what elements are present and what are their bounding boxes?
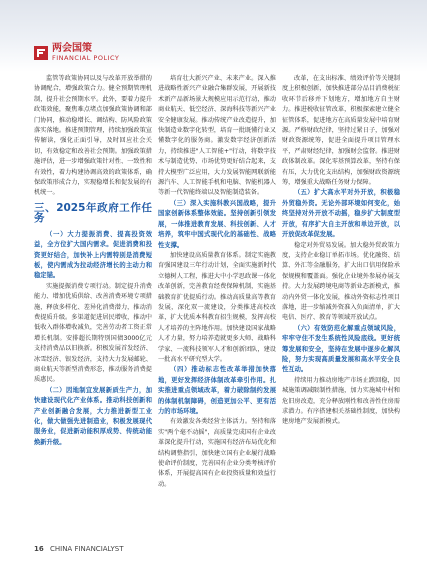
magazine-name: CHINA FINANCIALYST	[49, 545, 124, 553]
paragraph: 培育壮大新兴产业、未来产业。深入推进战略性新兴产业融合集群发展，开展新技术新产品新场景大规模应用示范行动，推动商业航天、低空经济、深海科技等新兴产业安全健康发展。推动传统产业改造提升，加快制造业数字化转型，培育一批既懂行业又懂数字化的服务商。激发数字经济创新活力，持续推进"人工智能+"行动，将数字技术与制造优势、市场优势更好结合起来，支持大模型广泛应用，大力发展智能网联新能源汽车、人工智能手机和电脑、智能机器人等新一代智能终端以及智能制造装备。	[158, 75, 276, 197]
paragraph: 持续用力推动房地产市场止跌回稳，因城施策调减限制性措施，加力实施城中村和危旧房改造，充分释放刚性和改善性住房需求潜力。有序搭建相关基础性制度，加快构建房地产发展新模式。	[282, 376, 400, 426]
paragraph: 稳定对外贸易发展。加大稳外贸政策力度，支持企业稳订单拓市场。优化融资、结算、外汇等金融服务，扩大出口信用保险承保规模和覆盖面。强化企业境外参展办展支持。大力发展跨境电商等新业态新模式，推动内外贸一体化发展，推动外资标志性项目落地，进一步缩减外资准入负面清单，扩大电信、医疗、教育等领域开放试点。	[282, 241, 400, 322]
emphasis-paragraph: （五）扩大高水平对外开放，积极稳外贸稳外资。无论外部环境如何变化，始终坚持对外开放不动摇，稳步扩大制度型开放，有序扩大自主开放和单边开放，以开放促改革促发展。	[282, 189, 400, 239]
brand-title-cn: 两会国策	[52, 43, 92, 54]
column-middle	[158, 74, 276, 534]
paragraph: 监管等政策协同以及与改革开放举措的协调配合，增强政策合力。健全预期管理机制，提升社会预期水平。此外，要着力提升政策效能，聚焦难点堵点加强政策协调和部门协同，推动稳增长、调结构、防风险政策落实落地。推进预期管理，持续加强政策宣传解读，强化正面引导，及时回应社会关切，有效稳定和改善社会预期。加强政策措施评估，进一步增强政策针对性、一致性和有效性，着力构建协调高效的政策体系，确保政策形成合力，实现稳增长和促发展的有机统一。	[34, 75, 152, 197]
paragraph: 加快建设高质量教育体系。制定实施教育强国建设三年行动计划，全面实施新时代立德树人工程，推进大中小学思政课一体化改革创新，完善教育经费保障机制，实施基础教育扩优提质行动。推动高质量高等教育发展，深化双一流建设，分类推进高校改革，扩大优质本科教育招生规模，发挥高校人才培养的主阵地作用。加快建设国家战略人才力量，努力培养造就更多大师、战略科学家、一流科技领军人才和创新团队，建设一批高水平研究型大学。	[158, 251, 276, 363]
page-number: 16	[34, 545, 44, 553]
emphasis-paragraph: （六）有效防范化解重点领域风险，牢牢守住不发生系统性风险底线。更好统筹发展和安全，坚持在发展中逐步化解风险，努力实现高质量发展和高水平安全良性互动。	[282, 324, 400, 374]
section-title: 三、2025年政府工作任务	[34, 201, 152, 225]
brand-title-en: FINANCIAL POLICY	[52, 54, 120, 62]
page-header	[0, 0, 427, 72]
page-footer	[34, 545, 124, 553]
column-right	[282, 74, 400, 534]
emphasis-paragraph: （二）因地制宜发展新质生产力，加快建设现代化产业体系。推动科技创新和产业创新融合发展，大力推进新型工业化，做大做强先进制造业，积极发展现代服务业，促进新动能积厚成势、传统动能焕新升级。	[34, 386, 152, 446]
column-left	[34, 74, 152, 534]
emphasis-paragraph: （一）大力提振消费、提高投资效益，全方位扩大国内需求。促进消费和投资更好结合，加快补上内需特别是消费短板，使内需成为拉动经济增长的主动力和稳定锚。	[34, 230, 152, 280]
paragraph: 实施提振消费专项行动。制定提升消费能力、增加优质供给、改善消费环境专项措施，释放多样化、差异化消费潜力，推动消费提质升级。多渠道促进居民增收，推动中低收入群体增收减负，完善劳动者工资正常增长机制。安排超长期特别国债3000亿元支持消费品以旧换新。积极发展首发经济、冰雪经济、银发经济，支持大力发展邮轮、商业航天等新型消费形态，推动服务消费提质惠民。	[34, 282, 152, 384]
emphasis-paragraph: （四）推动标志性改革举措加快落地，更好发挥经济体制改革牵引作用。扎实推进重点领域改革，着力破除制约发展的体制机制障碍，创造更加公平、更有活力的市场环境。	[158, 366, 276, 415]
section-brand	[34, 44, 119, 62]
paragraph: 有效激发各类经营主体活力。坚持和落实"两个毫不动摇"，高质量完成国有企业改革深化提升行动，实施国有经济布局优化和结构调整指引，加快建立国有企业履行战略使命评价制度，完善国有企业分类考核评价体系，开展提高国有企业投资质量和效益行动。	[158, 418, 276, 488]
brand-logo-icon	[34, 46, 48, 60]
emphasis-paragraph: （三）深入实施科教兴国战略，提升国家创新体系整体效能。坚持创新引领发展，一体推进教育发展、科技创新、人才培养，筑牢中国式现代化的基础性、战略性支撑。	[158, 199, 276, 249]
paragraph: 改革，在支出标准、绩效评价等关键制度上积极创新，加快推进部分品目消费税征收环节后移并下划地方，增加地方自主财力。推进税收征管改革，积极探索建立健全征管体系，促进地方在高质量发展中培育财源。严格财政纪律，坚持过紧日子，加强对财政资源统筹，促进全面提升项目管理水平，严肃财经纪律，加强财会监督。推进财政体制改革。深化零基预算改革，坚持有保有压，大力优化支出结构，加强财政资源统筹，增强重大战略任务财力保障。	[282, 75, 400, 187]
